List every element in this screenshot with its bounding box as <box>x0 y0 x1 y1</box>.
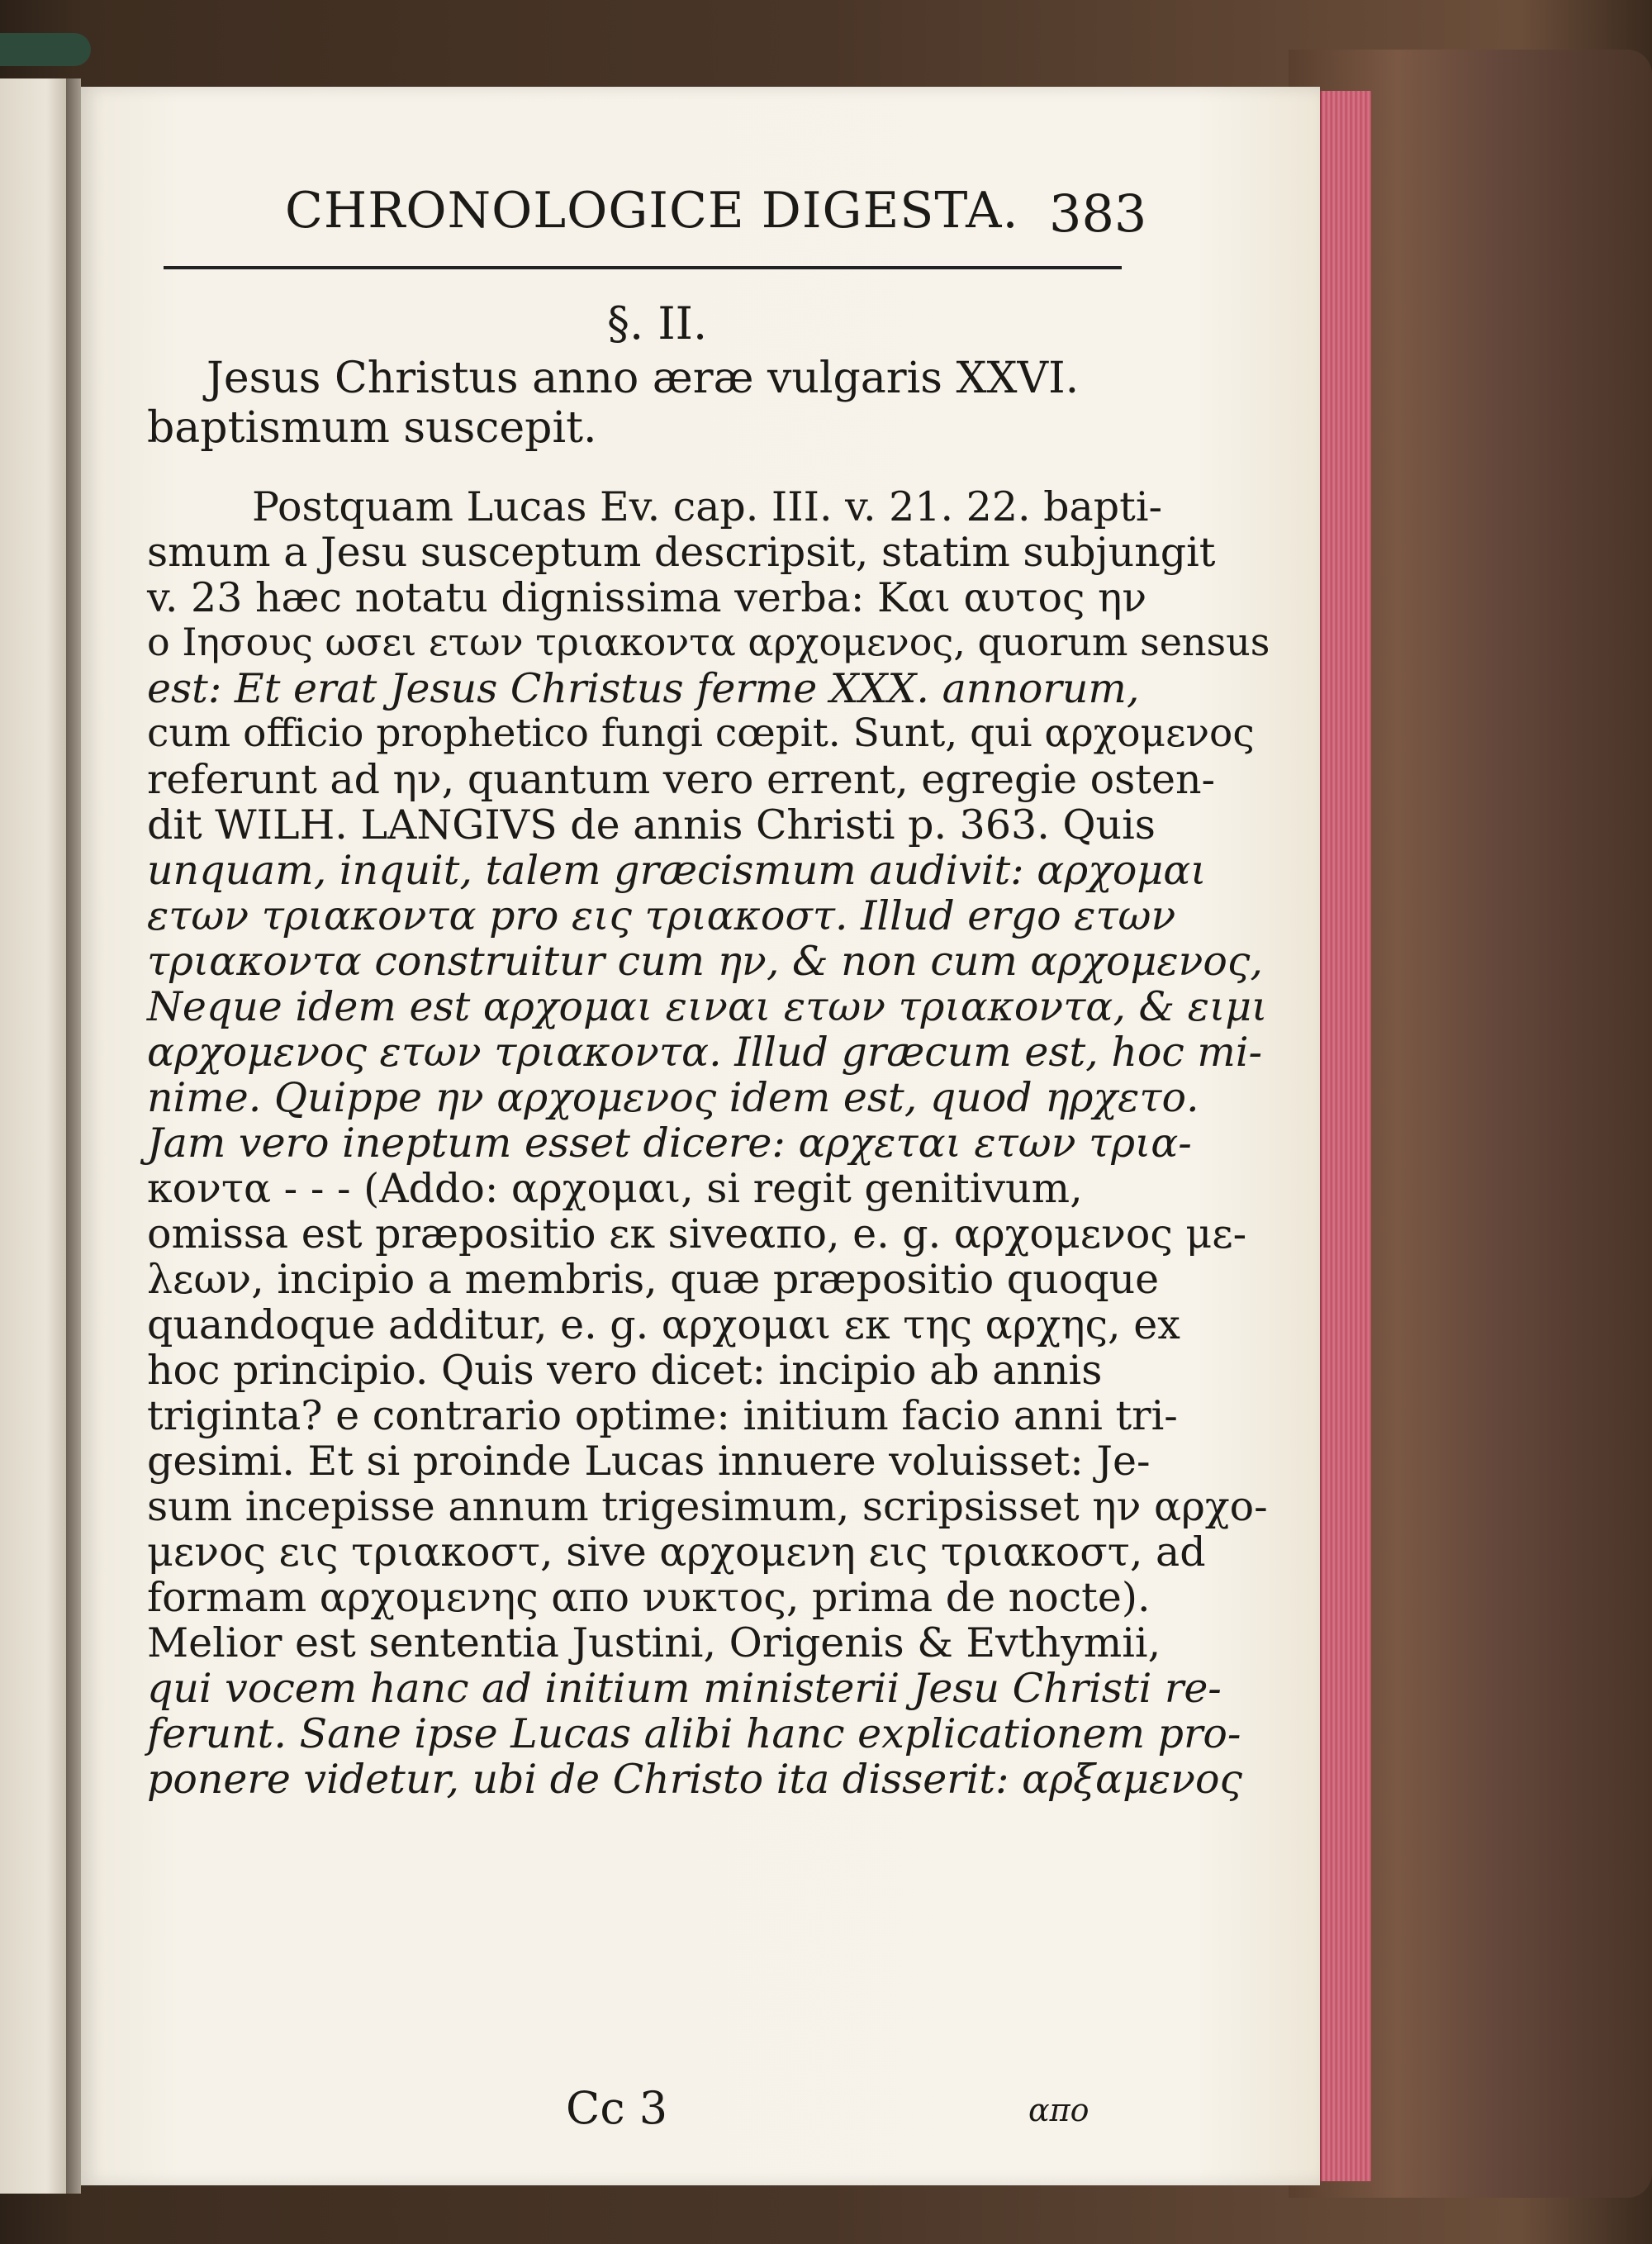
body-line: triginta? e contrario optime: initium facio anni tri- <box>147 1392 1178 1439</box>
body-line: αρχομενος ετων τριακοντα. Illud græcum est, hoc mi- <box>147 1029 1263 1076</box>
body-line: Melior est sententia Justini, Origenis & Evthymii, <box>147 1619 1161 1666</box>
section-heading: §. II. <box>607 297 708 349</box>
body-line: ο Ιησους ωσει ετων τριακοντα αρχομενος, quorum sensus <box>147 620 1270 664</box>
body-line: gesimi. Et si proinde Lucas innuere voluisset: Je- <box>147 1438 1151 1485</box>
body-line: Neque idem est αρχομαι ειναι ετων τριακοντα, & ειμι <box>147 983 1268 1030</box>
body-line: formam αρχομενης απο νυκτος, prima de nocte). <box>147 1574 1151 1621</box>
page-gutter <box>66 78 81 2194</box>
facing-page-edge <box>0 78 66 2194</box>
body-line: hoc principio. Quis vero dicet: incipio ab annis <box>147 1347 1103 1394</box>
body-line: Postquam Lucas Ev. cap. III. v. 21. 22. bapti- <box>252 483 1163 530</box>
thesis-line: baptismum suscepit. <box>147 403 597 453</box>
body-line: dit WILH. LANGIVS de annis Christi p. 363. Quis <box>147 801 1156 849</box>
body-line: cum officio prophetico fungi cœpit. Sunt, qui αρχομενος <box>147 711 1255 756</box>
body-line: κοντα - - - (Addo: αρχομαι, si regit genitivum, <box>147 1165 1083 1212</box>
ribbon-bookmark <box>0 33 91 66</box>
body-line: referunt ad ην, quantum vero errent, egregie osten- <box>147 756 1216 803</box>
body-line: τριακοντα construitur cum ην, & non cum αρχομενος, <box>147 938 1263 985</box>
page-number: 383 <box>1049 183 1147 244</box>
body-line: v. 23 hæc notatu dignissima verba: Και αυτος ην <box>147 574 1147 621</box>
body-line: Jam vero ineptum esset dicere: αρχεται ετων τρια- <box>147 1120 1192 1167</box>
body-line: ετων τριακοντα pro εις τριακοστ. Illud ergo ετων <box>147 892 1176 939</box>
red-page-edges <box>1320 91 1371 2181</box>
body-line: quandoque additur, e. g. αρχομαι εκ της αρχης, ex <box>147 1301 1180 1348</box>
body-line: omissa est præpositio εκ siveαπο, e. g. αρχομενος με- <box>147 1210 1247 1257</box>
body-line: ferunt. Sane ipse Lucas alibi hanc explicationem pro- <box>147 1710 1241 1757</box>
thesis-line: Jesus Christus anno æræ vulgaris XXVI. <box>206 354 1080 403</box>
body-line: μενος εις τριακοστ, sive αρχομενη εις τριακοστ, ad <box>147 1528 1206 1576</box>
body-line: ponere videtur, ubi de Christo ita disserit: αρξαμενος <box>147 1756 1242 1803</box>
body-line: est: Et erat Jesus Christus ferme XXX. annorum, <box>147 665 1140 712</box>
header-rule <box>164 266 1122 269</box>
body-line: nime. Quippe ην αρχομενος idem est, quod ηρχετο. <box>147 1074 1199 1121</box>
body-line: unquam, inquit, talem græcismum audivit: αρχομαι <box>147 847 1207 894</box>
signature-mark: Cc 3 <box>566 2082 668 2134</box>
running-title: CHRONOLOGICE DIGESTA. <box>285 182 1019 240</box>
body-line: qui vocem hanc ad initium ministerii Jesu Christi re- <box>147 1665 1222 1712</box>
body-line: smum a Jesu susceptum descripsit, statim subjungit <box>147 529 1216 576</box>
catchword: απο <box>1028 2092 1089 2128</box>
body-line: λεων, incipio a membris, quæ præpositio quoque <box>147 1256 1160 1303</box>
body-line: sum incepisse annum trigesimum, scripsisset ην αρχο- <box>147 1483 1268 1530</box>
